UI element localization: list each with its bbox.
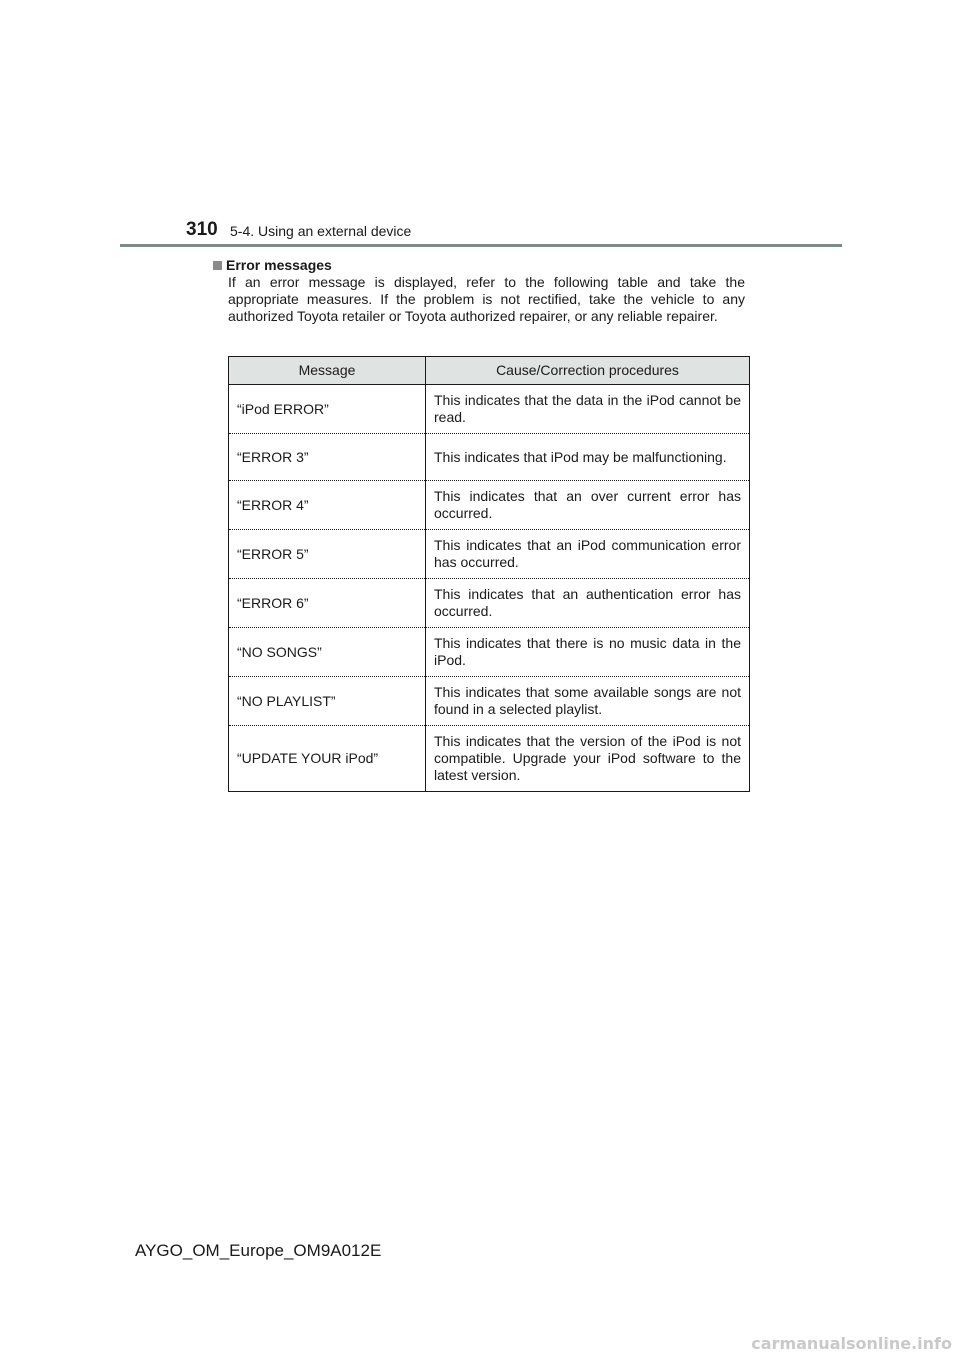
heading-text: Error messages	[226, 257, 332, 273]
cause-cell: This indicates that some available songs are not found in a selected playlist.	[426, 677, 750, 726]
section-heading	[213, 256, 332, 274]
cause-cell: This indicates that there is no music data in the iPod.	[426, 628, 750, 677]
column-header-cause: Cause/Correction procedures	[426, 357, 750, 385]
table-row	[229, 579, 750, 628]
watermark: carmanualsonline.info	[751, 1334, 952, 1353]
message-cell: “UPDATE YOUR iPod”	[229, 726, 426, 792]
document-id: AYGO_OM_Europe_OM9A012E	[135, 1241, 382, 1260]
cause-cell: This indicates that the data in the iPod cannot be read.	[426, 385, 750, 434]
message-cell: “NO SONGS”	[229, 628, 426, 677]
table-row	[229, 726, 750, 792]
cause-cell: This indicates that the version of the iPod is not compatible. Upgrade your iPod software to the latest version.	[426, 726, 750, 792]
square-bullet-icon	[213, 261, 222, 270]
cause-cell: This indicates that an authentication error has occurred.	[426, 579, 750, 628]
section-title: 5-4. Using an external device	[230, 223, 412, 239]
table-row	[229, 434, 750, 481]
message-cell: “ERROR 5”	[229, 530, 426, 579]
message-cell: “ERROR 6”	[229, 579, 426, 628]
column-header-message: Message	[229, 357, 426, 385]
message-cell: “ERROR 3”	[229, 434, 426, 481]
cause-cell: This indicates that an iPod communication error has occurred.	[426, 530, 750, 579]
cause-cell: This indicates that iPod may be malfunctioning.	[426, 434, 750, 481]
table-header-row	[229, 357, 750, 385]
message-cell: “ERROR 4”	[229, 481, 426, 530]
cause-cell: This indicates that an over current error has occurred.	[426, 481, 750, 530]
table-row	[229, 530, 750, 579]
header-divider	[120, 244, 842, 247]
page-number: 310	[186, 219, 218, 240]
error-messages-table	[228, 356, 750, 792]
message-cell: “NO PLAYLIST”	[229, 677, 426, 726]
table-row	[229, 481, 750, 530]
intro-paragraph: If an error message is displayed, refer to the following table and take the appropriate measures. If the problem is not rectified, take the vehicle to any authorized Toyota retailer or Toyota authorized repairer, or any reliable repairer.	[228, 274, 745, 324]
table-row	[229, 385, 750, 434]
table-row	[229, 628, 750, 677]
message-cell: “iPod ERROR”	[229, 385, 426, 434]
table-row	[229, 677, 750, 726]
